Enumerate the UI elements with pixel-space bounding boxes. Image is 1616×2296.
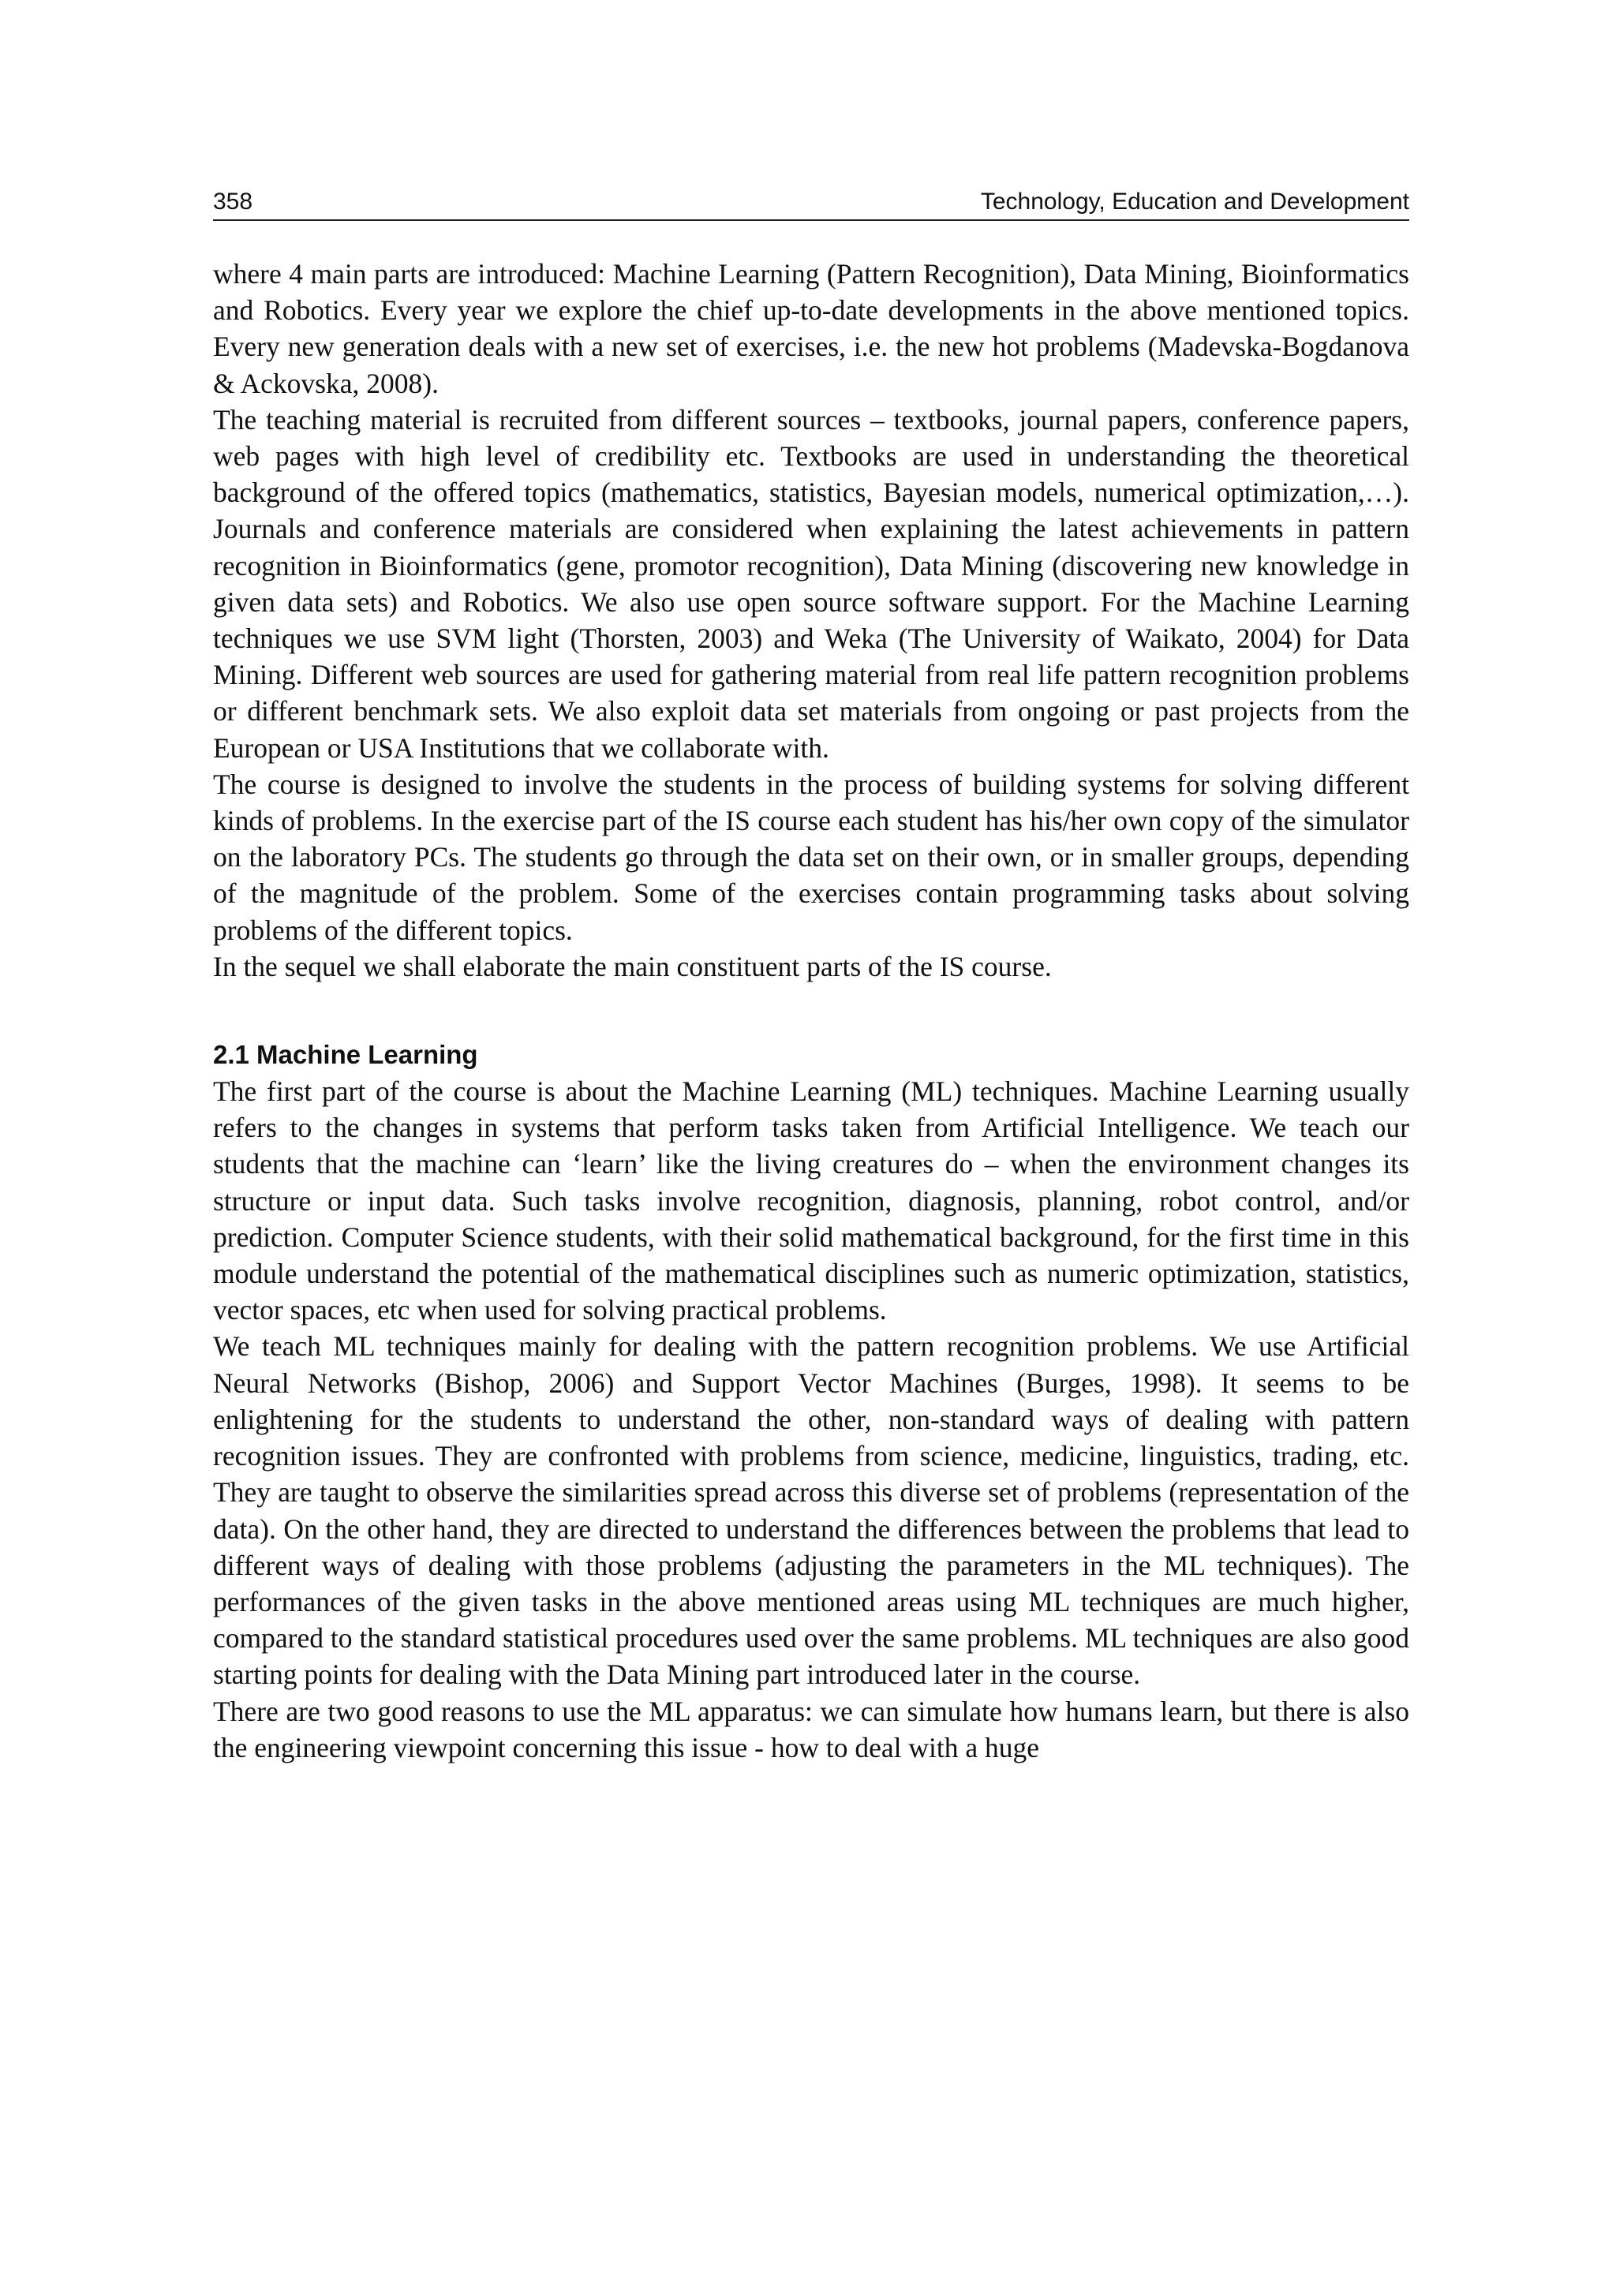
paragraph: The course is designed to involve the students in the process of building systems for solving different kinds of problems. In the exercise part of the IS course each student has his/her own copy of the simulator on the laboratory PCs. The students go through the data set on their own, or in smaller groups, depending of the magnitude of the problem. Some of the exercises contain programming tasks about solving problems of the different topics. bbox=[213, 768, 1409, 946]
running-header bbox=[213, 188, 1409, 221]
page-number: 358 bbox=[213, 189, 253, 215]
paragraph: In the sequel we shall elaborate the main constituent parts of the IS course. bbox=[213, 950, 1052, 982]
running-title: Technology, Education and Development bbox=[980, 189, 1409, 215]
paragraph: where 4 main parts are introduced: Machine Learning (Pattern Recognition), Data Mining, Bioinformatics and Robotics. Every year we explore the chief up-to-date developments in the above mentioned topics. Every new generation deals with a new set of exercises, i.e. the new hot problems (Madevska-Bogdanova & Ackovska, 2008). bbox=[213, 258, 1409, 399]
paragraph: We teach ML techniques mainly for dealing with the pattern recognition problems. We use Artificial Neural Networks (Bishop, 2006) and Support Vector Machines (Burges, 1998). It seems to be enlightening for the students to understand the other, non-standard ways of dealing with pattern recognition issues. They are confronted with problems from science, medicine, linguistics, trading, etc. They are taught to observe the similarities spread across this diverse set of problems (representation of the data). On the other hand, they are directed to understand the differences between the problems that lead to different ways of dealing with those problems (adjusting the parameters in the ML techniques). The performances of the given tasks in the above mentioned areas using ML techniques are much higher, compared to the standard statistical procedures used over the same problems. ML techniques are also good starting points for dealing with the Data Mining part introduced later in the course. bbox=[213, 1330, 1409, 1691]
paragraph: The first part of the course is about the Machine Learning (ML) techniques. Machine Learning usually refers to the changes in systems that perform tasks taken from Artificial Intelligence. We teach our students that the machine can ‘learn’ like the living creatures do – when the environment changes its structure or input data. Such tasks involve recognition, diagnosis, planning, robot control, and/or prediction. Computer Science students, with their solid mathematical background, for the first time in this module understand the potential of the mathematical disciplines such as numeric optimization, statistics, vector spaces, etc when used for solving practical problems. bbox=[213, 1075, 1409, 1326]
section-heading: 2.1 Machine Learning bbox=[213, 1040, 478, 1070]
paragraph: There are two good reasons to use the ML apparatus: we can simulate how humans learn, but there is also the engineering viewpoint concerning this issue - how to deal with a huge bbox=[213, 1695, 1409, 1763]
document-page bbox=[213, 188, 1409, 1766]
body-text bbox=[213, 256, 1409, 1766]
paragraph: The teaching material is recruited from different sources – textbooks, journal papers, conference papers, web pages with high level of credibility etc. Textbooks are used in understanding the theoretical background of the offered topics (mathematics, statistics, Bayesian models, numerical optimization,…). Journals and conference materials are considered when explaining the latest achievements in pattern recognition in Bioinformatics (gene, promotor recognition), Data Mining (discovering new knowledge in given data sets) and Robotics. We also use open source software support. For the Machine Learning techniques we use SVM light (Thorsten, 2003) and Weka (The University of Waikato, 2004) for Data Mining. Different web sources are used for gathering material from real life pattern recognition problems or different benchmark sets. We also exploit data set materials from ongoing or past projects from the European or USA Institutions that we collaborate with. bbox=[213, 403, 1409, 764]
